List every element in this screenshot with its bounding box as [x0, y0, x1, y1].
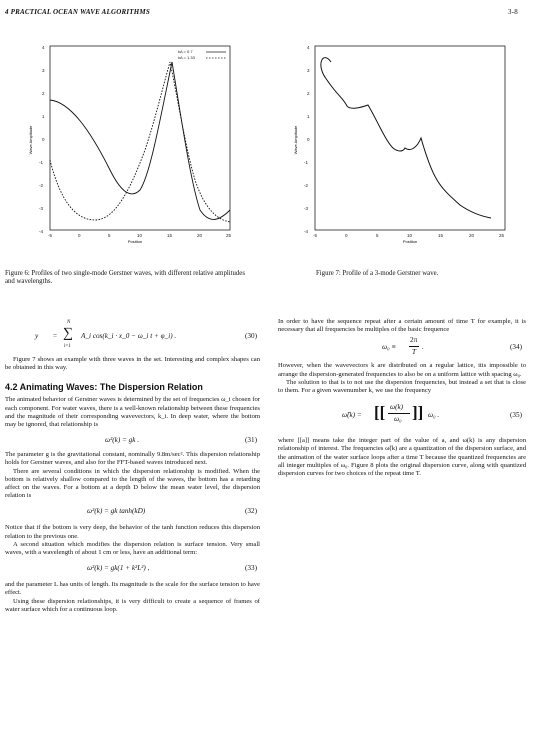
paragraph: where [[a]] means take the integer part of the value of a, and ω(k) is any dispersion relationship of interest. The frequencies ω̃(k) are a quantization of the dispersion surface, and the animation of the water surface loops after a time T because the quantized frequencies are all integer multiples of ω₀. Figure 8 plots the original dispersion curve, along with quantized dispersion curves for two choices of the repeat time T.	[278, 437, 526, 478]
eq34-tail: .	[422, 343, 424, 352]
eq35-lhs: ω̃(k) =	[342, 411, 362, 420]
fraction-bar	[409, 346, 419, 347]
equation-32	[5, 504, 260, 520]
x-tick: -5	[313, 233, 318, 238]
x-tick: 10	[137, 233, 143, 238]
x-ticks	[48, 233, 232, 238]
x-ticks	[313, 233, 505, 238]
figure-6	[20, 40, 240, 250]
equation-31	[5, 433, 260, 449]
y-tick: 1	[307, 114, 310, 119]
y-tick: -1	[39, 160, 44, 165]
paragraph: However, when the wavevectors k are distributed on a regular lattice, itis impossible to arrange the dispersion-generated frequencies to also be on a uniform lattice with spacing ω₀.	[278, 362, 526, 378]
y-tick: 0	[42, 137, 45, 142]
y-tick: 0	[307, 137, 310, 142]
page-number: 3-8	[508, 8, 518, 16]
x-tick: -5	[48, 233, 53, 238]
eq30-lhs: y	[35, 332, 39, 340]
eq35-frac-denominator: ω₀	[394, 415, 402, 424]
x-tick: 5	[376, 233, 379, 238]
x-tick: 25	[499, 233, 505, 238]
x-tick: 25	[226, 233, 232, 238]
paragraph: Figure 7 shows an example with three waves in the set. Interesting and complex shapes can be obtained in this way.	[5, 356, 260, 372]
eq34-denominator: T	[412, 348, 416, 357]
x-tick: 15	[167, 233, 173, 238]
y-ticks	[39, 45, 45, 234]
equation-34	[278, 336, 526, 358]
y-tick: 1	[42, 114, 45, 119]
eq34-lhs: ω₀ ≡	[382, 343, 397, 352]
plot-frame	[50, 46, 230, 230]
eq33-body: ω²(k) = gk(1 + k²L²) ,	[87, 564, 150, 573]
x-tick: 0	[78, 233, 81, 238]
paragraph: In order to have the sequence repeat after a certain amount of time T for example, it is necessary that all frequencies be multiples of the basic frequence	[278, 318, 526, 334]
paragraph: The animated behavior of Gerstner waves is determined by the set of frequencies ω_i chosen for each component. For water waves, there is a well-known relationship between these frequencies and the magnitude of their corresponding wavevectors, k_i. In deep water, where the bottom may be ignored, that relationship is	[5, 396, 260, 429]
eq33-number: (33)	[245, 564, 257, 573]
eq32-number: (32)	[245, 507, 257, 516]
x-tick: 15	[438, 233, 444, 238]
figure-7-plot	[285, 40, 515, 250]
left-column	[5, 320, 260, 614]
paragraph: and the parameter L has units of length. Its magnitude is the scale for the surface tension to have effect.	[5, 581, 260, 597]
figure-6-plot	[20, 40, 240, 250]
y-tick: 3	[42, 68, 45, 73]
paragraph: A second situation which modifies the dispersion relation is surface tension. Very small waves, with a wavelength of about 1 cm or less, have an additional term:	[5, 540, 260, 557]
legend-entry-2: kA = 1.33	[178, 55, 195, 60]
y-tick: -1	[304, 160, 309, 165]
paragraph: Notice that if the bottom is very deep, the behavior of the tanh function reduces this dispersion relation to the previous one.	[5, 524, 260, 540]
legend	[178, 49, 226, 60]
plot-frame	[315, 46, 505, 230]
eq35-frac-numerator: ω(k)	[390, 403, 404, 412]
equation-33	[5, 561, 260, 577]
y-tick: 4	[307, 45, 310, 50]
legend-entry-1: kA = 0.7	[178, 49, 193, 54]
paragraph: The parameter g is the gravitational constant, nominally 9.8m/sec². This dispersion relationship holds for Gerstner waves, and also for the FFT-based waves introduced next.	[5, 451, 260, 467]
running-header-title: 4 PRACTICAL OCEAN WAVE ALGORITHMS	[5, 8, 150, 16]
x-tick: 10	[407, 233, 413, 238]
y-tick: 4	[42, 45, 45, 50]
y-tick: -3	[304, 206, 309, 211]
eq34-number: (34)	[510, 343, 522, 352]
y-tick: -3	[39, 206, 44, 211]
equation-35	[278, 399, 526, 431]
right-bracket: ]]	[412, 403, 424, 423]
y-tick: -4	[304, 229, 309, 234]
y-tick: 3	[307, 68, 310, 73]
series-3-mode	[321, 58, 491, 218]
x-tick: 5	[108, 233, 111, 238]
fraction-bar	[388, 413, 410, 414]
eq35-tail: ω₀ .	[428, 411, 440, 420]
y-tick: -2	[304, 183, 309, 188]
y-axis-label: Wave Amplitude	[293, 125, 298, 155]
x-tick: 20	[197, 233, 203, 238]
figure-7	[285, 40, 515, 250]
y-axis-label: Wave Amplitude	[28, 125, 33, 155]
summation-symbol: ∑	[63, 326, 73, 341]
paragraph: Using these dispersion relationships, it is very difficult to create a sequence of frames of water surface which for a continuous loop.	[5, 597, 260, 613]
x-tick: 20	[469, 233, 475, 238]
eq34-numerator: 2π	[410, 336, 418, 345]
eq30-sum-lower: i=1	[64, 344, 71, 349]
series-kA-0.7	[50, 62, 230, 219]
eq30-number: (30)	[245, 332, 257, 340]
y-tick: 2	[307, 91, 310, 96]
right-column	[278, 318, 526, 478]
x-axis-label: Position	[402, 239, 418, 244]
x-tick: 0	[345, 233, 348, 238]
paragraph: The solution to that is to not use the dispersion frequencies, but instead a set that is close to them. For a given wavenumber k, we use the frequency	[278, 378, 526, 395]
y-tick: 2	[42, 91, 45, 96]
eq30-body: A_i cos(k_i · x_0 − ω_i t + φ_i) .	[81, 332, 177, 340]
equation-30	[5, 320, 260, 350]
y-tick: -4	[39, 229, 44, 234]
series-kA-1.33	[50, 62, 230, 222]
left-bracket: [[	[374, 403, 386, 423]
eq30-sum-upper: N	[67, 320, 71, 325]
eq35-number: (35)	[510, 411, 522, 420]
y-tick: -2	[39, 183, 44, 188]
paragraph: There are several conditions in which the dispersion relationship is modified. When the bottom is relatively shallow compared to the length of the waves, the bottom has a retarding affect on the waves. For a bottom at a depth D below the mean water level, the dispersion relation is	[5, 467, 260, 500]
eq30-equals: =	[53, 332, 58, 340]
section-heading-4-2: 4.2 Animating Waves: The Dispersion Relation	[5, 382, 203, 393]
eq31-body: ω²(k) = gk .	[105, 436, 140, 445]
figure-7-caption: Figure 7: Profile of a 3-mode Gerstner wave.	[316, 270, 439, 277]
y-ticks	[304, 45, 310, 234]
figure-6-caption: Figure 6: Profiles of two single-mode Gerstner waves, with different relative amplitudes and wavelengths.	[5, 270, 245, 286]
eq32-body: ω²(k) = gk tanh(kD)	[87, 507, 146, 516]
eq31-number: (31)	[245, 436, 257, 445]
x-axis-label: Position	[127, 239, 143, 244]
